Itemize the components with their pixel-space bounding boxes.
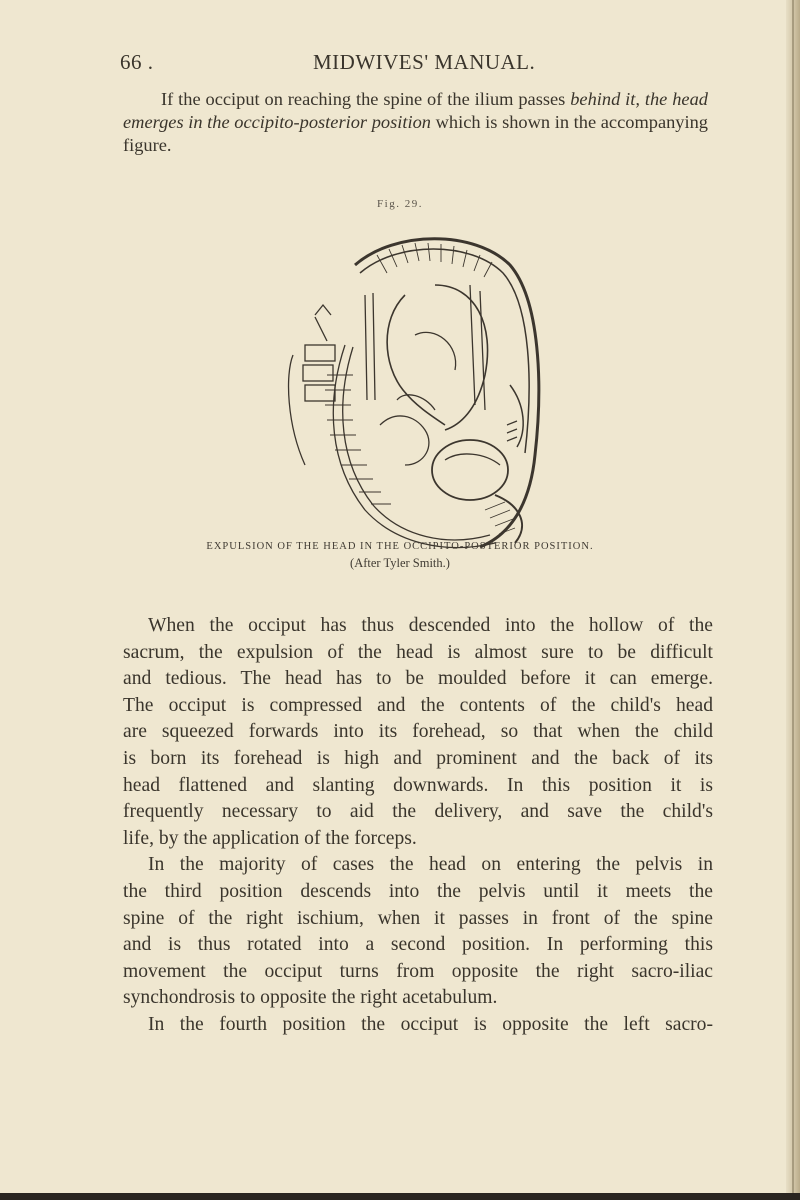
text-line: synchondrosis to opposite the right acetabulum.: [123, 987, 498, 1009]
page-edge-line: [792, 0, 794, 1200]
figure-illustration: [285, 225, 545, 555]
figure-label: Fig. 29.: [377, 198, 423, 210]
text-line: and tedious. The head has to be moulded before it can emerge.: [123, 668, 713, 690]
text-line: the third position descends into the pelvis until it meets the: [123, 880, 713, 902]
intro-line: which is shown in the accompanying figure.: [123, 112, 709, 155]
text-line: In the fourth position the occiput is opposite the left sacro-: [148, 1013, 713, 1035]
page-number: 66 .: [120, 50, 154, 74]
text-line: is born its forehead is high and prominent and the back of its: [123, 747, 713, 769]
text-line: movement the occiput turns from opposite the right sacro-iliac: [123, 960, 713, 982]
figure-credit: (After Tyler Smith.): [350, 556, 450, 570]
page-header: [120, 50, 720, 80]
intro-line: If the occiput on reaching the spine of the ilium passes: [161, 89, 566, 109]
text-line: The occiput is compressed and the contents of the child's head: [123, 694, 713, 716]
text-line: head flattened and slanting downwards. In this position it is: [123, 774, 713, 796]
running-title: MIDWIVES' MANUAL.: [313, 50, 536, 74]
intro-paragraph: [123, 88, 708, 157]
text-line: sacrum, the expulsion of the head is almost sure to be difficult: [123, 641, 713, 663]
text-line: spine of the right ischium, when it passes in front of the spine: [123, 907, 713, 929]
page-bottom-edge: [0, 1193, 800, 1200]
figure-caption: EXPULSION OF THE HEAD IN THE OCCIPITO-POSTERIOR POSITION.: [206, 541, 594, 552]
intro-line: behind it, the head emerges in the occipito-posterior position: [123, 89, 708, 132]
body-text: [123, 613, 713, 1039]
text-line: frequently necessary to aid the delivery, and save the child's: [123, 801, 713, 823]
text-line: are squeezed forwards into its forehead, so that when the child: [123, 721, 713, 743]
text-line: life, by the application of the forceps.: [123, 827, 417, 849]
text-line: When the occiput has thus descended into the hollow of the: [148, 615, 713, 636]
text-line: and is thus rotated into a second position. In performing this: [123, 934, 713, 956]
text-line: In the majority of cases the head on entering the pelvis in: [148, 854, 713, 876]
